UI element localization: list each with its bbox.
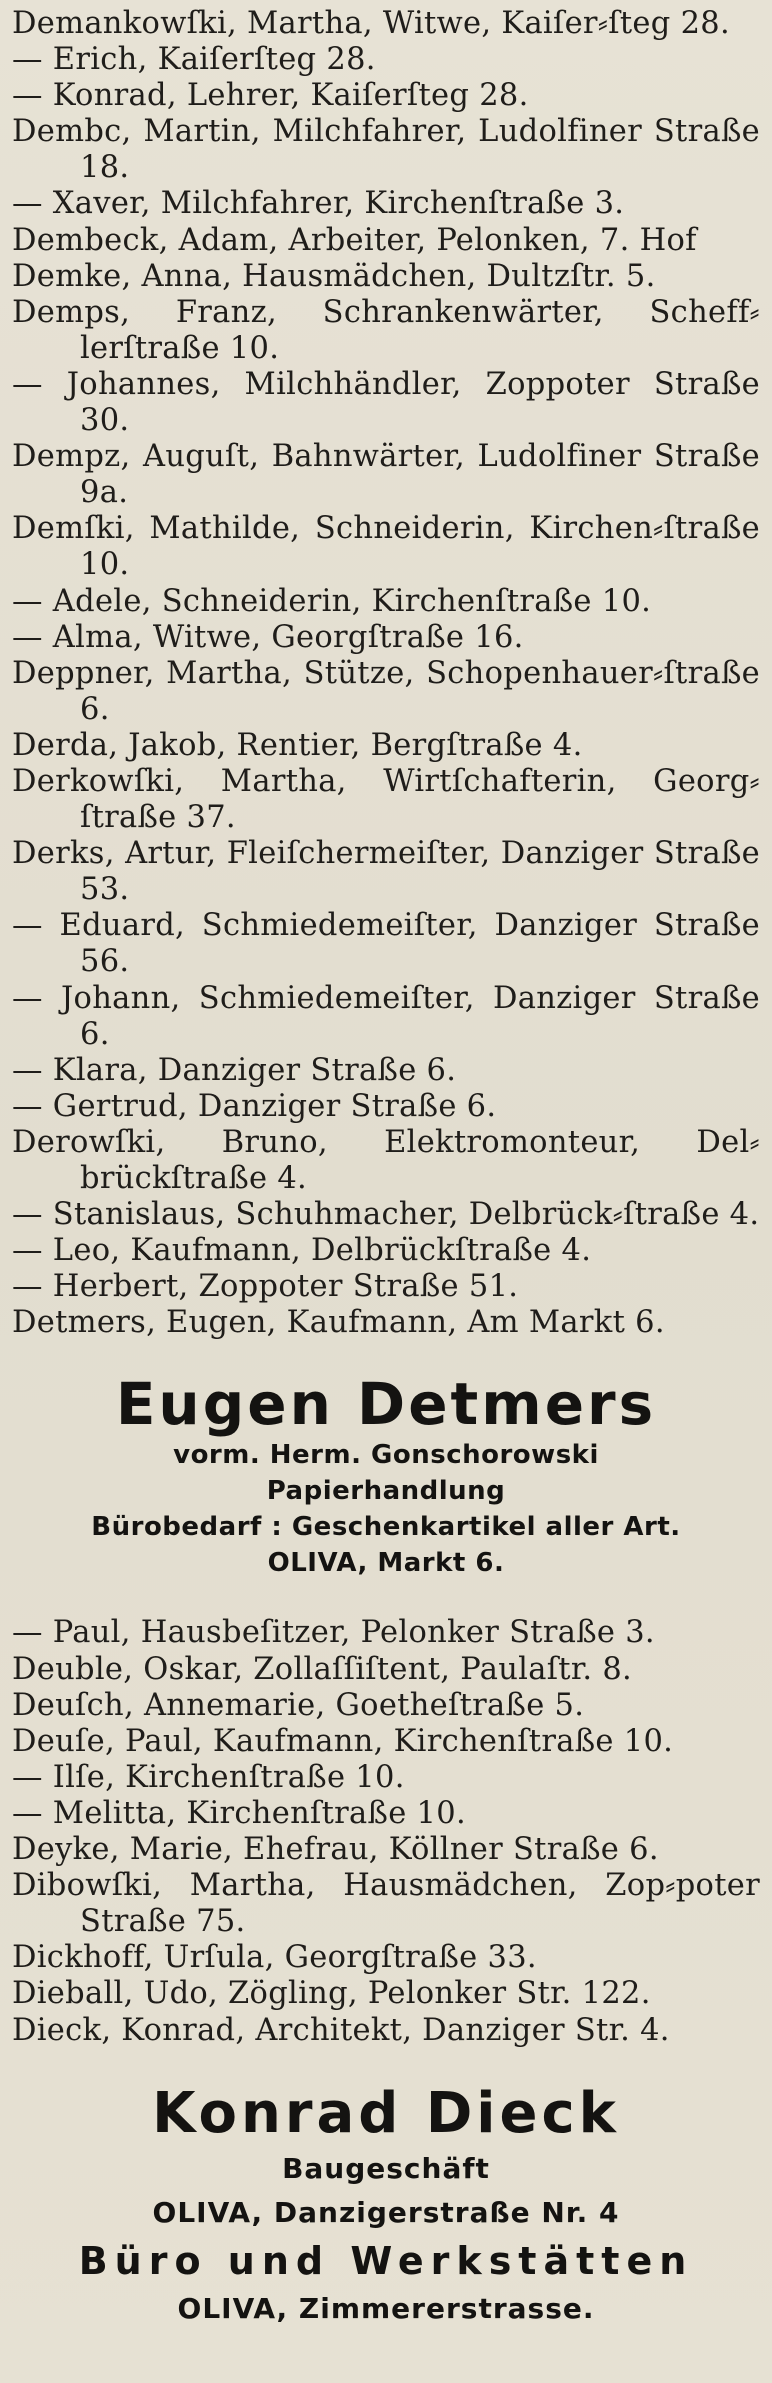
list-item: Deuſch, Annemarie, Goetheſtraße 5. — [12, 1687, 585, 1723]
ad-line: OLIVA, Zimmererstrasse. — [177, 2291, 595, 2325]
list-item: — Konrad, Lehrer, Kaiſerſteg 28. — [12, 78, 529, 114]
list-item: Derda, Jakob, Rentier, Bergſtraße 4. — [12, 727, 583, 763]
list-item: Deuble, Oskar, Zollaſſiſtent, Paulaſtr. 8. — [12, 1651, 633, 1687]
list-item: — Adele, Schneiderin, Kirchenſtraße 10. — [12, 583, 652, 619]
list-item: Derks, Artur, Fleiſchermeiſter, Danziger Straße 53. — [12, 836, 760, 908]
list-item: — Stanislaus, Schuhmacher, Delbrück⸗ſtraße 4. — [12, 1197, 760, 1233]
list-item: — Melitta, Kirchenſtraße 10. — [12, 1795, 466, 1831]
ad-title: Eugen Detmers — [115, 1370, 657, 1439]
list-item: Derkowſki, Martha, Wirtſchafterin, Georg⸗ſtraße 37. — [12, 763, 760, 836]
list-item: Dieball, Udo, Zögling, Pelonker Str. 122. — [12, 1976, 651, 2012]
list-item: — Paul, Hausbeſitzer, Pelonker Straße 3. — [12, 1615, 655, 1651]
list-item: — Herbert, Zoppoter Straße 51. — [12, 1269, 519, 1305]
list-item: — Johannes, Milchhändler, Zoppoter Straße 30. — [12, 366, 760, 439]
list-item: Dieck, Konrad, Architekt, Danziger Str. 4. — [12, 2012, 670, 2048]
ad-line: Baugeschäft — [282, 2151, 490, 2185]
list-item: Dickhoff, Urſula, Georgſtraße 33. — [12, 1940, 537, 1976]
list-item: Dempz, Auguſt, Bahnwärter, Ludolfiner Straße 9a. — [12, 439, 760, 511]
advertisement-eugen-detmers — [12, 1371, 760, 1581]
list-item: Dembeck, Adam, Arbeiter, Pelonken, 7. Hof — [12, 222, 697, 258]
advertisement-konrad-dieck — [12, 2081, 760, 2331]
list-item: — Gertrud, Danziger Straße 6. — [12, 1088, 497, 1124]
list-item: Detmers, Eugen, Kaufmann, Am Markt 6. — [12, 1305, 665, 1341]
entries-bottom — [12, 1615, 760, 2048]
ad-line: Papierhandlung — [266, 1476, 506, 1507]
ad-title: Konrad Dieck — [152, 2080, 620, 2146]
ad-line: OLIVA, Danzigerstraße Nr. 4 — [152, 2195, 620, 2229]
list-item: — Leo, Kaufmann, Delbrückſtraße 4. — [12, 1233, 592, 1269]
list-item: — Alma, Witwe, Georgſtraße 16. — [12, 619, 524, 655]
list-item: — Eduard, Schmiedemeiſter, Danziger Straße 56. — [12, 908, 760, 980]
entries-top — [12, 6, 760, 1341]
list-item: Deuſe, Paul, Kaufmann, Kirchenſtraße 10. — [12, 1723, 674, 1759]
list-item: Demſki, Mathilde, Schneiderin, Kirchen⸗ſtraße 10. — [12, 511, 760, 583]
list-item: — Klara, Danziger Straße 6. — [12, 1052, 457, 1088]
ad-line: Büro und Werkstätten — [78, 2238, 694, 2283]
ad-line: Bürobedarf : Geschenkartikel aller Art. — [91, 1512, 681, 1543]
list-item: Dibowſki, Martha, Hausmädchen, Zop⸗poter Straße 75. — [12, 1868, 760, 1940]
list-item: Derowſki, Bruno, Elektromonteur, Del⸗brückſtraße 4. — [12, 1124, 760, 1196]
list-item: — Erich, Kaiſerſteg 28. — [12, 42, 376, 78]
list-item: — Johann, Schmiedemeiſter, Danziger Straße 6. — [12, 980, 760, 1052]
list-item: Dembc, Martin, Milchfahrer, Ludolfiner Straße 18. — [12, 114, 760, 186]
ad-line: vorm. Herm. Gonschorowski — [173, 1440, 599, 1471]
list-item: Demke, Anna, Hausmädchen, Dultzſtr. 5. — [12, 258, 656, 294]
list-item: — Ilſe, Kirchenſtraße 10. — [12, 1759, 405, 1795]
ad-line: OLIVA, Markt 6. — [267, 1548, 505, 1579]
list-item: Demps, Franz, Schrankenwärter, Scheff⸗lerſtraße 10. — [12, 294, 760, 366]
list-item: — Xaver, Milchfahrer, Kirchenſtraße 3. — [12, 186, 625, 222]
list-item: Deyke, Marie, Ehefrau, Köllner Straße 6. — [12, 1832, 659, 1868]
list-item: Demankowſki, Martha, Witwe, Kaiſer⸗ſteg 28. — [12, 6, 730, 41]
list-item: Deppner, Martha, Stütze, Schopenhauer⸗ſtraße 6. — [12, 655, 760, 727]
